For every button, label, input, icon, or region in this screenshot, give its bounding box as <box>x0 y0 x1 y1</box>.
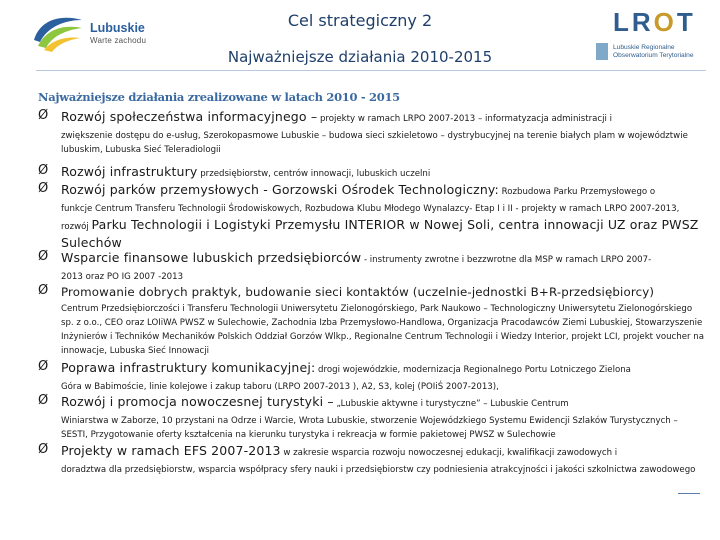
slide-header <box>0 0 720 78</box>
lrot-logo-subtitle <box>613 44 694 60</box>
item-inline: przedsiębiorstw, centrów innowacji, lubuskich uczelni <box>197 169 431 179</box>
item-detail: zwiększenie dostępu do e-usług, Szerokopasmowe Lubuskie – budowa sieci szkieletowo – dystrybucyjnej na terenie białych plam w województwie lubuskim, Lubuska Sieć Teleradiologii <box>61 131 688 155</box>
bullet-list <box>38 107 704 489</box>
list-item <box>38 392 704 441</box>
arrow-bullet-icon: Ø <box>38 442 49 457</box>
item-inline: projekty w ramach LRPO 2007-2013 – informatyzacja administracji i <box>317 114 613 124</box>
lrot-logo-bar <box>596 43 608 60</box>
item-title: Wsparcie finansowe lubuskich przedsiębiorców <box>61 250 362 265</box>
lubuskie-logo-tagline: Warte zachodu <box>90 36 147 45</box>
item-detail: Centrum Przedsiębiorczości i Transferu Technologii Uniwersytetu Zielonogórskiego, Park Naukowo – Technologiczny Uniwersytetu Zielonogórskiego sp. z o.o., CEO oraz LOIiWA PWSZ w Sulechowie, Zachodnia Izba Przemysłowo-Handlowa, Organizacja Pracodawców Ziemi Lubuskiej, Stowarzyszenie Inżynierów i Techników Mechaników Polskich Oddział Gorzów Wlkp., Regionalne Centrum Technologii i Wiedzy Interior, projekt LCI, projekt voucher na innowacje, Lubuska Sieć Innowacji <box>61 304 704 356</box>
arrow-bullet-icon: Ø <box>38 283 49 298</box>
item-detail: doradztwa dla przedsiębiorstw, wsparcia współpracy sfery nauki i przedsiębiorstw czy podniesienia atrakcyjności i jakości szkolnictwa zawodowego <box>61 465 696 475</box>
lrot-mark-lr: LR <box>613 7 654 37</box>
list-item <box>38 358 704 392</box>
item-detail: Winiarstwa w Zaborze, 10 przystani na Odrze i Warcie, Wrota Lubuskie, stworzenie Wojewódzkiego Systemu Ewidencji Szlaków Turystycznych – SESTI, Przygotowanie oferty kształcenia na kierunku turystyka i rekreacja w formie pakietowej PWSZ w Sulechowie <box>61 416 678 440</box>
list-item <box>38 162 704 180</box>
item-inline: Rozbudowa Parku Przemysłowego o <box>498 187 656 197</box>
item-inline: drogi wojewódzkie, modernizacja Regionalnego Portu Lotniczego Zielona <box>315 365 631 375</box>
item-title: Poprawa infrastruktury komunikacyjnej: <box>61 360 316 375</box>
item-inline: „Lubuskie aktywne i turystyczne” – Lubuskie Centrum <box>333 399 569 409</box>
lrot-mark-o: O <box>653 7 677 37</box>
arrow-bullet-icon: Ø <box>38 181 49 196</box>
list-item <box>38 282 704 358</box>
item-title: Rozwój społeczeństwa informacyjnego – <box>61 109 318 124</box>
item-title: Rozwój i promocja nowoczesnej turystyki – <box>61 394 334 409</box>
item-detail: Góra w Babimoście, linie kolejowe i zakup taboru (LRPO 2007-2013 ), A2, S3, kolej (POIiŚ 2007-2013), <box>61 382 499 392</box>
arrow-bullet-icon: Ø <box>38 249 49 264</box>
header-divider <box>36 70 706 71</box>
item-title: Promowanie dobrych praktyk, budowanie sieci kontaktów (uczelnie-jednostki B+R-przedsiębiorcy) <box>61 285 655 299</box>
item-title: Projekty w ramach EFS 2007-2013 <box>61 443 281 458</box>
lrot-sub-line-1: Lubuskie Regionalne <box>613 44 675 51</box>
item-detail: 2013 oraz PO IG 2007 -2013 <box>61 272 184 282</box>
arrow-bullet-icon: Ø <box>38 163 49 178</box>
arrow-bullet-icon: Ø <box>38 108 49 123</box>
list-item <box>38 441 704 489</box>
slide-title <box>200 10 520 68</box>
item-title: Rozwój parków przemysłowych - Gorzowski Ośrodek Technologiczny: <box>61 182 499 197</box>
title-line-2: Najważniejsze działania 2010-2015 <box>227 48 493 66</box>
item-inline: - instrumenty zwrotne i bezzwrotne dla MSP w ramach LRPO 2007- <box>361 255 652 265</box>
lrot-sub-line-2: Obserwatorium Terytorialne <box>613 52 694 59</box>
list-item <box>38 180 704 248</box>
item-title: Rozwój infrastruktury <box>61 164 198 179</box>
arrow-bullet-icon: Ø <box>38 393 49 408</box>
lrot-logo-icon <box>613 7 696 38</box>
lrot-mark-t: T <box>676 7 696 37</box>
section-heading: Najważniejsze działania zrealizowane w latach 2010 - 2015 <box>38 90 400 104</box>
title-line-1: Cel strategiczny 2 <box>287 11 433 30</box>
lrot-logo <box>596 7 706 67</box>
list-item <box>38 107 704 162</box>
lubuskie-logo <box>30 10 165 55</box>
lubuskie-wave-logo-icon <box>30 10 86 54</box>
lubuskie-logo-name: Lubuskie <box>90 21 145 35</box>
arrow-bullet-icon: Ø <box>38 359 49 374</box>
item-detail: funkcje Centrum Transferu Technologii Środowiskowych, Rozbudowa Klubu Młodego Wynalazcy- Etap I i II - projekty w ramach LRPO 2007-2013, rozwój Parku Technologii i Logistyki Przemysłu INTERIOR w Nowej Soli, centra innowacji UZ oraz PWSZ Sulechów <box>61 204 699 250</box>
item-inline: w zakresie wsparcia rozwoju nowoczesnej edukacji, kwalifikacji zawodowych i <box>280 448 618 458</box>
list-item <box>38 248 704 282</box>
footer-divider <box>678 493 700 494</box>
